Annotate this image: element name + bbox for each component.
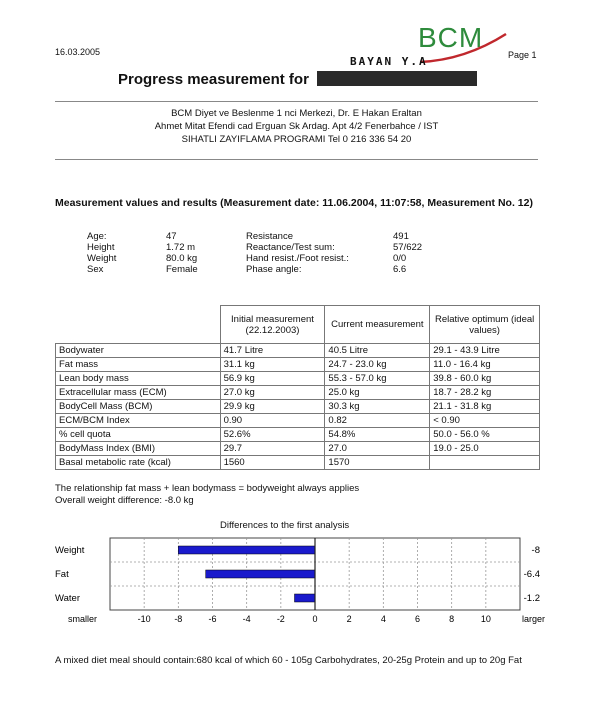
optimum-value: 18.7 - 28.2 kg	[430, 386, 540, 400]
note-relationship: The relationship fat mass + lean bodymass = bodyweight always applies	[55, 483, 360, 494]
initial-value: 52.6%	[220, 428, 325, 442]
electrical-label: Hand resist./Foot resist.:	[246, 253, 349, 264]
electrical-value: 491	[393, 231, 409, 242]
divider-top	[55, 101, 538, 102]
table-header-optimum: Relative optimum (ideal values)	[430, 306, 540, 344]
electrical-values	[393, 231, 422, 275]
notes	[55, 483, 545, 507]
row-label: BodyMass Index (BMI)	[56, 442, 221, 456]
table-row	[56, 372, 540, 386]
optimum-value: 21.1 - 31.8 kg	[430, 400, 540, 414]
measurement-heading: Measurement values and results (Measurement date: 11.06.2004, 11:07:58, Measurement No. 12)	[55, 197, 533, 209]
initial-value: 31.1 kg	[220, 358, 325, 372]
patient-label: Sex	[87, 264, 104, 275]
initial-value: 27.0 kg	[220, 386, 325, 400]
category-label: Weight	[55, 545, 85, 556]
clinic-line-3: SIHATLI ZAYIFLAMA PROGRAMI Tel 0 216 336 54 20	[181, 134, 412, 145]
differences-chart	[0, 530, 600, 640]
current-value: 30.3 kg	[325, 400, 430, 414]
current-value: 0.82	[325, 414, 430, 428]
logo-text: BCM	[418, 22, 484, 53]
tick-label: 0	[312, 614, 318, 624]
electrical-label: Resistance	[246, 231, 293, 242]
category-label: Water	[55, 593, 80, 604]
bar-weight	[178, 546, 315, 554]
table-row	[56, 428, 540, 442]
redacted-name	[317, 71, 477, 86]
patient-value: 80.0 kg	[166, 253, 198, 264]
tick-label: -2	[276, 614, 285, 624]
table-row	[56, 456, 540, 470]
tick-label: 4	[380, 614, 386, 624]
tick-label: -4	[242, 614, 251, 624]
tick-label: -8	[174, 614, 183, 624]
initial-value: 29.9 kg	[220, 400, 325, 414]
row-label: Basal metabolic rate (kcal)	[56, 456, 221, 470]
row-label: ECM/BCM Index	[56, 414, 221, 428]
tick-label: 8	[449, 614, 455, 624]
table-header-initial: Initial measurement (22.12.2003)	[220, 306, 325, 344]
page-number: Page 1	[508, 50, 537, 60]
electrical-label: Reactance/Test sum:	[246, 242, 335, 253]
value-label: -8	[531, 545, 540, 556]
bar-water	[295, 594, 316, 602]
optimum-value	[430, 456, 540, 470]
electrical-value: 0/0	[393, 253, 407, 264]
table-row	[56, 386, 540, 400]
clinic-info	[55, 107, 538, 146]
optimum-value: 50.0 - 56.0 %	[430, 428, 540, 442]
table-row	[56, 442, 540, 456]
category-label: Fat	[55, 569, 69, 580]
tick-label: -10	[137, 614, 151, 624]
value-label: -6.4	[523, 569, 540, 580]
patient-value: Female	[166, 264, 198, 275]
initial-value: 41.7 Litre	[220, 344, 325, 358]
value-label: -1.2	[523, 593, 540, 604]
title-text: Progress measurement for	[118, 71, 309, 88]
initial-value: 0.90	[220, 414, 325, 428]
clinic-line-1: BCM Diyet ve Beslenme 1 nci Merkezi, Dr. E Hakan Eraltan	[171, 108, 422, 119]
axis-right-label: larger	[522, 614, 546, 624]
row-label: Extracellular mass (ECM)	[56, 386, 221, 400]
current-value: 55.3 - 57.0 kg	[325, 372, 430, 386]
chart-title: Differences to the first analysis	[220, 520, 350, 531]
bar-fat	[206, 570, 315, 578]
optimum-value: 11.0 - 16.4 kg	[430, 358, 540, 372]
row-label: BodyCell Mass (BCM)	[56, 400, 221, 414]
row-label: Fat mass	[56, 358, 221, 372]
electrical-value: 57/622	[393, 242, 423, 253]
table-row	[56, 344, 540, 358]
optimum-value: 29.1 - 43.9 Litre	[430, 344, 540, 358]
initial-value: 1560	[220, 456, 325, 470]
tick-label: 10	[480, 614, 491, 624]
current-value: 24.7 - 23.0 kg	[325, 358, 430, 372]
tick-label: 6	[414, 614, 421, 624]
patient-values	[166, 231, 198, 275]
optimum-value: < 0.90	[430, 414, 540, 428]
initial-value: 56.9 kg	[220, 372, 325, 386]
current-value: 40.5 Litre	[325, 344, 430, 358]
divider-clinic	[55, 159, 538, 160]
current-value: 27.0	[325, 442, 430, 456]
results-table	[55, 305, 540, 470]
table-row	[56, 414, 540, 428]
electrical-labels	[246, 231, 349, 275]
row-label: Lean body mass	[56, 372, 221, 386]
patient-value: 47	[166, 231, 177, 242]
optimum-value: 39.8 - 60.0 kg	[430, 372, 540, 386]
current-value: 25.0 kg	[325, 386, 430, 400]
table-header-row	[56, 306, 540, 344]
table-row	[56, 400, 540, 414]
patient-value: 1.72 m	[166, 242, 196, 253]
patient-labels	[87, 231, 116, 275]
electrical-value: 6.6	[393, 264, 407, 275]
diet-note: A mixed diet meal should contain:680 kcal of which 60 - 105g Carbohydrates, 20-25g Protein and up to 20g Fat	[55, 655, 522, 666]
axis-left-label: smaller	[68, 614, 98, 624]
clinic-line-2: Ahmet Mitat Efendi cad Erguan Sk Ardag. Apt 4/2 Fenerbahce / IST	[154, 121, 439, 132]
tick-label: -6	[208, 614, 217, 624]
patient-label: Age:	[87, 231, 107, 242]
optimum-value: 19.0 - 25.0	[430, 442, 540, 456]
table-header-blank	[56, 306, 221, 344]
current-value: 54.8%	[325, 428, 430, 442]
client-name: BAYAN Y.A	[350, 55, 428, 68]
table-header-current: Current measurement	[325, 306, 430, 344]
initial-value: 29.7	[220, 442, 325, 456]
tick-label: 2	[346, 614, 352, 624]
patient-label: Height	[87, 242, 115, 253]
row-label: Bodywater	[56, 344, 221, 358]
electrical-label: Phase angle:	[246, 264, 302, 275]
patient-label: Weight	[87, 253, 117, 264]
current-value: 1570	[325, 456, 430, 470]
report-date: 16.03.2005	[55, 47, 101, 57]
table-row	[56, 358, 540, 372]
note-weight-difference: Overall weight difference: -8.0 kg	[55, 495, 194, 506]
page-title	[118, 71, 477, 88]
row-label: % cell quota	[56, 428, 221, 442]
